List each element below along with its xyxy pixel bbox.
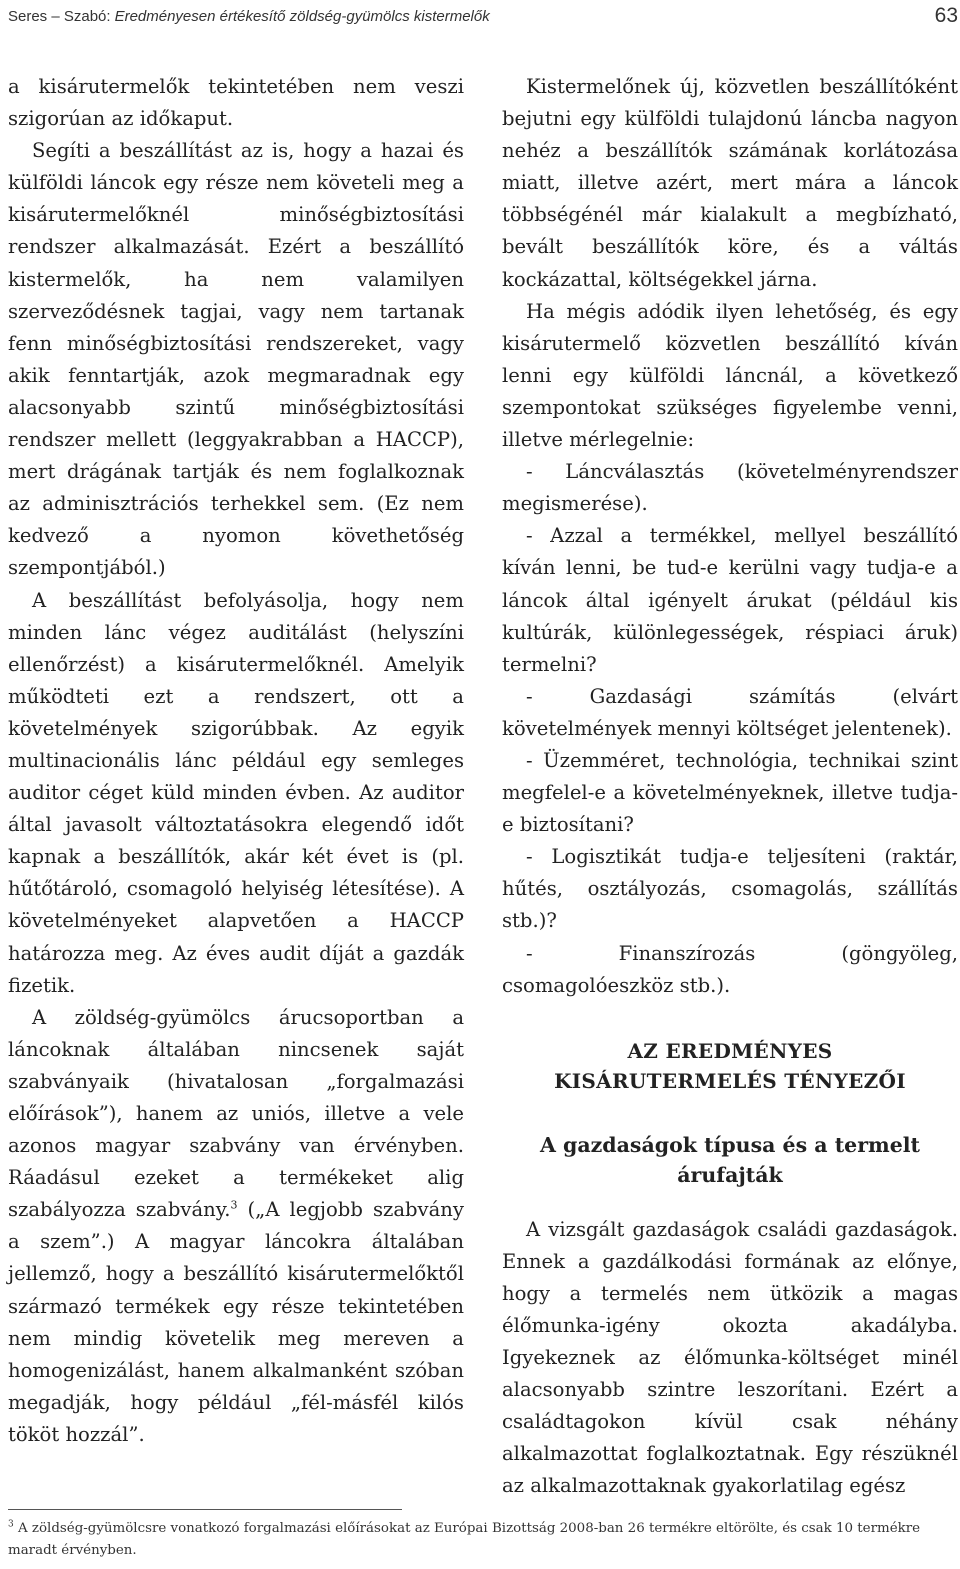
left-column bbox=[8, 71, 464, 1451]
running-head-authors: Seres – Szabó: bbox=[8, 8, 111, 25]
list-item: - Gazdasági számítás (elvárt követelmények mennyi költséget jelentenek). bbox=[502, 684, 958, 740]
list-item: - Üzemméret, technológia, technikai szint megfelel-e a követelményeknek, illetve tudja-e biztosítani? bbox=[502, 748, 958, 837]
section-heading-line: AZ EREDMÉNYES bbox=[627, 1038, 833, 1063]
footnote-text: A zöldség-gyümölcsre vonatkozó forgalmazási előírásokat az Európai Bizottság 2008-ban 26 termékre eltörölte, és csak 10 termékre maradt érvényben. bbox=[8, 1521, 921, 1558]
paragraph bbox=[8, 1002, 464, 1451]
paragraph: Segíti a beszállítást az is, hogy a hazai és külföldi láncok egy része nem követeli meg a kisárutermelőknél minőségbiztosítási rendszer alkalmazását. Ezért a beszállító kistermelők, ha nem valamilyen szerveződésnek tagjai, vagy nem tartanak fenn minőségbiztosítási rendszereket, vagy akik fenntartják, azok megmaradnak egy alacsonyabb szintű minőségbiztosítási rendszer mellett (leggyakrabban a HACCP), mert drágának tartják és nem foglalkoznak az adminisztrációs terhekkel sem. (Ez nem kedvező a nyomon követhetőség szempontjából.) bbox=[8, 139, 464, 580]
right-column bbox=[502, 71, 958, 1503]
subsection-heading-line: árufajták bbox=[677, 1162, 783, 1187]
footnote bbox=[8, 1518, 956, 1562]
paragraph: Ha mégis adódik ilyen lehetőség, és egy kisárutermelő közvetlen beszállító kíván lenni egy külföldi láncnál, a következő szempontokat szükséges figyelembe venni, illetve mérlegelnie: bbox=[502, 299, 958, 452]
paragraph: Kistermelőnek új, közvetlen beszállítóként bejutni egy külföldi tulajdonú láncba nagyon nehéz a beszállítók számának korlátozása miatt, illetve azért, mert mára a láncok többségénél már kialakult a megbízható, bevált beszállítók köre, és a váltás kockázattal, költségekkel járna. bbox=[502, 75, 958, 291]
list-item: - Finanszírozás (göngyöleg, csomagolóeszköz stb.). bbox=[502, 941, 958, 997]
paragraph: A beszállítást befolyásolja, hogy nem minden lánc végez auditálást (helyszíni ellenőrzést) a kisárutermelőknél. Amelyik működteti ezt a rendszert, ott a követelmények szigorúbbak. Az egyik multinacionális lánc például egy semleges auditor céget küld minden évben. Az auditor által javasolt változtatásokra elegendő időt kapnak a beszállítók, akár két évet is (pl. hűtőtároló, csomagoló helyiség létesítése). A követelményeket alapvetően a HACCP határozza meg. Az éves audit díját a gazdák fizetik. bbox=[8, 588, 464, 997]
paragraph: a kisárutermelők tekintetében nem veszi szigorúan az időkaput. bbox=[8, 75, 464, 131]
footnote-divider bbox=[8, 1509, 402, 1510]
paragraph: A vizsgált gazdaságok családi gazdaságok. Ennek a gazdálkodási formának az előnye, hogy a termelés nem ütközik a magas élőmunka-igény okozta akadályba. Igyekeznek az élőmunka-költséget minél alacsonyabb szintre leszorítani. Ezért a családtagokon kívül csak néhány alkalmazottat foglalkoztatnak. Egy részüknél az alkalmazottaknak gyakorlatilag egész bbox=[502, 1217, 958, 1498]
footnote-reference[interactable]: 3 bbox=[230, 1198, 238, 1212]
section-heading-line: KISÁRUTERMELÉS TÉNYEZŐI bbox=[554, 1068, 906, 1093]
list-item: - Logisztikát tudja-e teljesíteni (raktár, hűtés, osztályozás, csomagolás, szállítás stb.)? bbox=[502, 845, 958, 933]
running-head bbox=[8, 4, 958, 30]
subsection-heading bbox=[502, 1130, 958, 1190]
section-heading bbox=[502, 1036, 958, 1096]
paragraph-text: („A legjobb szabvány a szem”.) A magyar láncokra általában jellemző, hogy a beszállító kisárutermelőktől származó termékek egy része tekintetében nem mindig követelik meg mereven a homogenizálást, hanem alkalmanként szóban megadják, hogy például „fél-másfél kilós tököt hozzál”. bbox=[8, 1198, 464, 1446]
list-item: - Azzal a termékkel, mellyel beszállító kíván lenni, be tud-e kerülni vagy tudja-e a láncok által igényelt árukat (például kis kultúrák, különlegességek, réspiaci áruk) termelni? bbox=[502, 524, 958, 676]
page-number: 63 bbox=[934, 4, 958, 27]
running-head-citation bbox=[8, 8, 490, 25]
subsection-heading-line: A gazdaságok típusa és a termelt bbox=[540, 1132, 920, 1157]
paragraph-text: A zöldség-gyümölcs árucsoportban a láncoknak általában nincsenek saját szabványaik (hivatalosan „forgalmazási előírások”), hanem az uniós, illetve a vele azonos magyar szabvány van érvényben. Ráadásul ezeket a termékeket alig szabályozza szabvány. bbox=[8, 1005, 464, 1222]
list-item: - Láncválasztás (követelményrendszer megismerése). bbox=[502, 460, 958, 516]
footnote-number: 3 bbox=[8, 1519, 14, 1530]
running-head-title: Eredményesen értékesítő zöldség-gyümölcs kistermelők bbox=[114, 8, 490, 25]
